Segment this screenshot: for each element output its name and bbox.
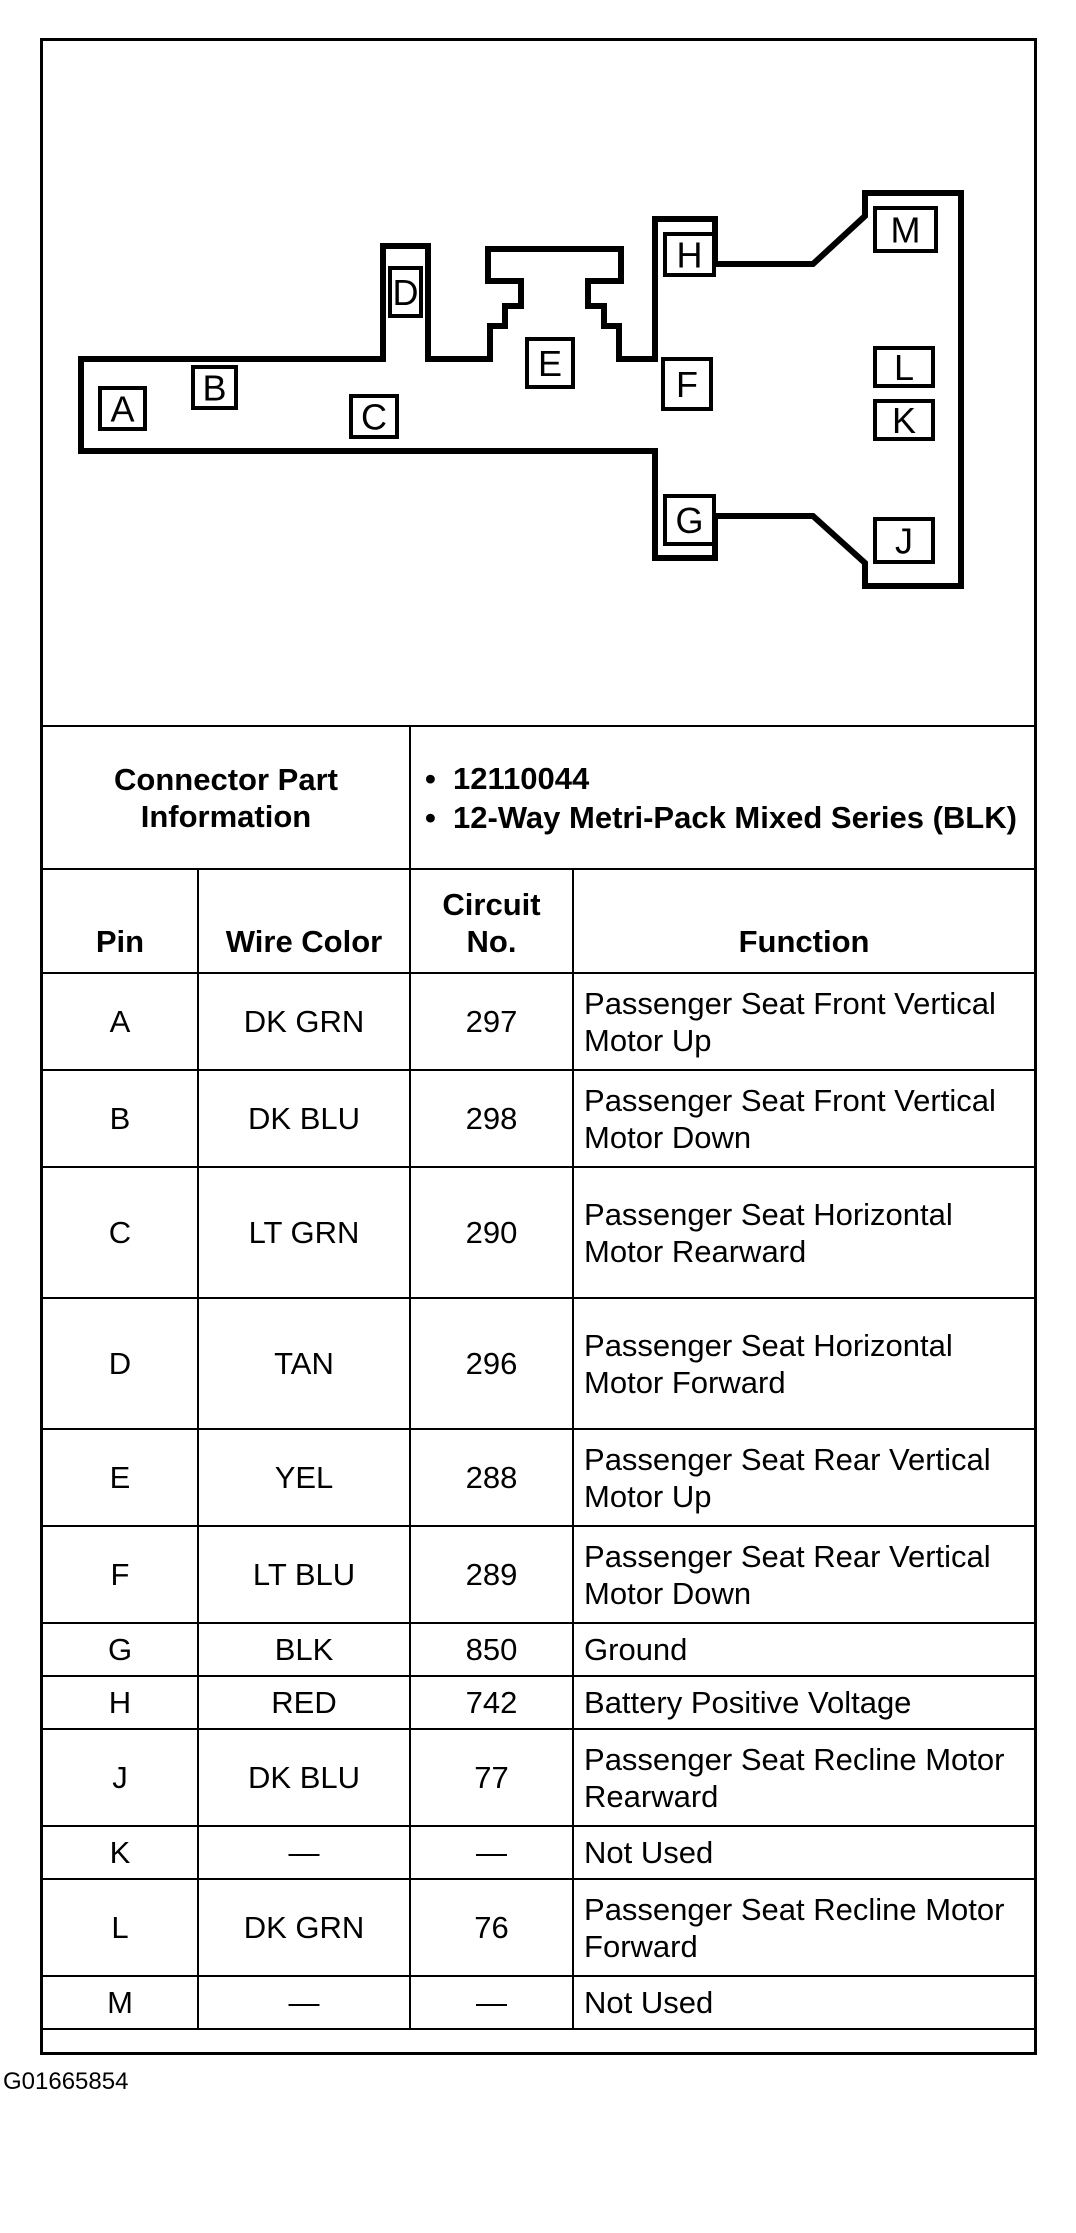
table-row [43, 1976, 1034, 2029]
circuit-number-cell: 289 [410, 1526, 573, 1623]
pin-cell: A [43, 973, 198, 1070]
pin-label: K [891, 400, 917, 441]
function-cell: Not Used [573, 1826, 1034, 1879]
pin-e-cavity [527, 339, 573, 387]
circuit-column-header: Circuit No. [410, 869, 573, 973]
wire-color-cell: DK GRN [198, 1879, 410, 1976]
pin-cell: K [43, 1826, 198, 1879]
circuit-number-cell: — [410, 1976, 573, 2029]
connector-info-row [43, 726, 1034, 869]
pin-cell: E [43, 1429, 198, 1526]
pin-cell: B [43, 1070, 198, 1167]
connector-pinout-table [43, 725, 1034, 2030]
function-cell: Not Used [573, 1976, 1034, 2029]
wire-color-cell: DK BLU [198, 1070, 410, 1167]
circuit-number-cell: 298 [410, 1070, 573, 1167]
connector-face-diagram [43, 41, 1034, 727]
pin-label: E [537, 343, 563, 384]
circuit-number-cell: 76 [410, 1879, 573, 1976]
pin-l-cavity [875, 347, 933, 388]
pin-label: A [110, 388, 135, 430]
pin-label: L [893, 347, 915, 388]
table-row [43, 973, 1034, 1070]
pin-h-cavity [665, 234, 714, 276]
connector-frame [40, 38, 1037, 2055]
pin-label: H [676, 234, 703, 276]
pin-rows [43, 973, 1034, 2029]
wire-color-cell: — [198, 1976, 410, 2029]
pin-m-cavity [875, 208, 936, 251]
table-header-row [43, 869, 1034, 973]
function-cell: Ground [573, 1623, 1034, 1676]
pin-cell: C [43, 1167, 198, 1298]
function-cell: Passenger Seat Front Vertical Motor Up [573, 973, 1034, 1070]
connector-part-info-label: Connector Part Information [43, 726, 410, 869]
pin-column-header: Pin [43, 869, 198, 973]
table-row [43, 1429, 1034, 1526]
function-cell: Passenger Seat Horizontal Motor Rearward [573, 1167, 1034, 1298]
circuit-number-cell: — [410, 1826, 573, 1879]
pin-a-cavity [100, 388, 145, 430]
table-row [43, 1623, 1034, 1676]
pin-label: B [202, 367, 227, 409]
table-row [43, 1826, 1034, 1879]
pin-f-cavity [663, 359, 711, 409]
pin-cell: G [43, 1623, 198, 1676]
function-cell: Battery Positive Voltage [573, 1676, 1034, 1729]
table-row [43, 1676, 1034, 1729]
function-cell: Passenger Seat Horizontal Motor Forward [573, 1298, 1034, 1429]
circuit-number-cell: 296 [410, 1298, 573, 1429]
table-row [43, 1167, 1034, 1298]
connector-part-details [421, 760, 1024, 836]
table-row [43, 1070, 1034, 1167]
pin-k-cavity [875, 400, 933, 441]
wire-color-cell: DK GRN [198, 973, 410, 1070]
table-row [43, 1879, 1034, 1976]
circuit-number-cell: 742 [410, 1676, 573, 1729]
wire-color-cell: LT BLU [198, 1526, 410, 1623]
function-cell: Passenger Seat Front Vertical Motor Down [573, 1070, 1034, 1167]
wire-color-cell: BLK [198, 1623, 410, 1676]
wire-color-cell: — [198, 1826, 410, 1879]
function-cell: Passenger Seat Recline Motor Rearward [573, 1729, 1034, 1826]
wire-color-cell: RED [198, 1676, 410, 1729]
pin-j-cavity [875, 519, 933, 562]
pin-label: G [675, 500, 704, 541]
function-cell: Passenger Seat Rear Vertical Motor Down [573, 1526, 1034, 1623]
table-row [43, 1298, 1034, 1429]
pin-c-cavity [351, 396, 397, 438]
wire-color-cell: DK BLU [198, 1729, 410, 1826]
wire-color-cell: YEL [198, 1429, 410, 1526]
pin-label: M [890, 209, 921, 251]
pin-label: D [392, 272, 419, 313]
connector-face-svg [43, 41, 1034, 725]
circuit-number-cell: 850 [410, 1623, 573, 1676]
pin-label: J [895, 520, 913, 562]
pin-g-cavity [665, 496, 714, 544]
circuit-number-cell: 297 [410, 973, 573, 1070]
pin-cell: D [43, 1298, 198, 1429]
function-cell: Passenger Seat Rear Vertical Motor Up [573, 1429, 1034, 1526]
circuit-number-cell: 288 [410, 1429, 573, 1526]
figure-code: G01665854 [3, 2068, 129, 2095]
table-row [43, 1729, 1034, 1826]
wire-color-column-header: Wire Color [198, 869, 410, 973]
wire-color-cell: TAN [198, 1298, 410, 1429]
circuit-number-cell: 290 [410, 1167, 573, 1298]
connector-part-number: • 12110044 [421, 760, 1024, 797]
connector-series: • 12-Way Metri-Pack Mixed Series (BLK) [421, 799, 1024, 836]
pin-cell: M [43, 1976, 198, 2029]
pin-cell: F [43, 1526, 198, 1623]
pin-label: C [361, 396, 387, 438]
wire-color-cell: LT GRN [198, 1167, 410, 1298]
pin-d-cavity [390, 268, 421, 316]
pin-cell: L [43, 1879, 198, 1976]
pin-cell: H [43, 1676, 198, 1729]
table-row [43, 1526, 1034, 1623]
function-cell: Passenger Seat Recline Motor Forward [573, 1879, 1034, 1976]
function-column-header: Function [573, 869, 1034, 973]
pin-cell: J [43, 1729, 198, 1826]
pin-b-cavity [193, 367, 236, 409]
pin-label: F [676, 364, 698, 405]
circuit-number-cell: 77 [410, 1729, 573, 1826]
